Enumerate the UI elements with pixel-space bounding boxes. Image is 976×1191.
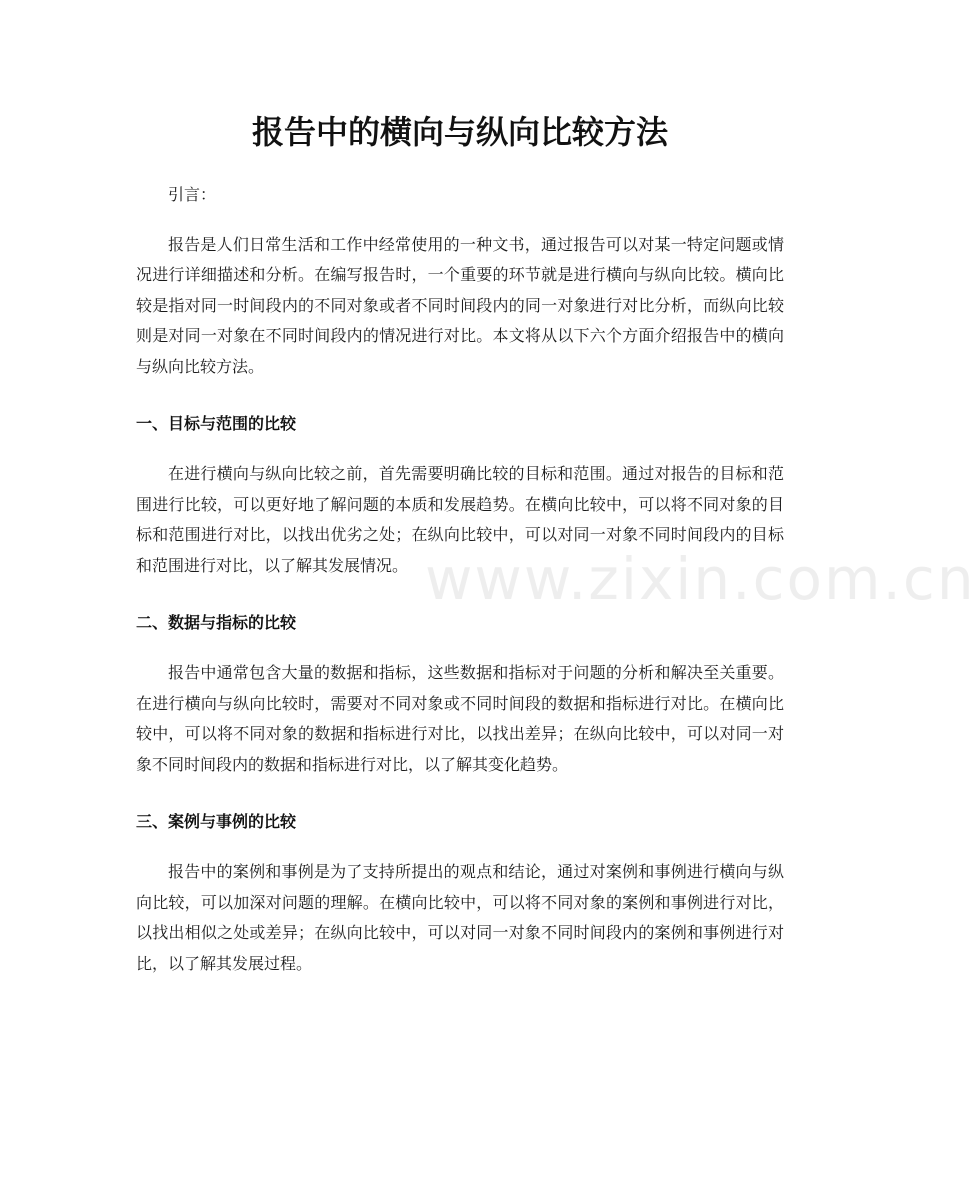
- document-body: [136, 180, 784, 1006]
- section-paragraph: 报告中通常包含大量的数据和指标，这些数据和指标对于问题的分析和解决至关重要。在进行横向与纵向比较时，需要对不同对象或不同时间段的数据和指标进行对比。在横向比较中，可以将不同对象的数据和指标进行对比，以找出差异；在纵向比较中，可以对同一对象不同时间段内的数据和指标进行对比，以了解其变化趋势。: [136, 663, 784, 774]
- document-title: 报告中的横向与纵向比较方法: [251, 113, 668, 151]
- watermark: www.zixin.com.cn: [425, 545, 976, 613]
- intro-label: 引言：: [168, 185, 217, 204]
- section-3: [136, 807, 784, 979]
- section-2: [136, 608, 784, 780]
- section-heading: 三、案例与事例的比较: [136, 812, 297, 831]
- section-heading: 二、数据与指标的比较: [136, 613, 297, 632]
- section-paragraph: 在进行横向与纵向比较之前，首先需要明确比较的目标和范围。通过对报告的目标和范围进行比较，可以更好地了解问题的本质和发展趋势。在横向比较中，可以将不同对象的目标和范围进行对比，以找出优劣之处；在纵向比较中，可以对同一对象不同时间段内的目标和范围进行对比，以了解其发展情况。: [136, 464, 784, 575]
- intro-paragraph: 报告是人们日常生活和工作中经常使用的一种文书，通过报告可以对某一特定问题或情况进行详细描述和分析。在编写报告时，一个重要的环节就是进行横向与纵向比较。横向比较是指对同一时间段内的不同对象或者不同时间段内的同一对象进行对比分析，而纵向比较则是对同一对象在不同时间段内的情况进行对比。本文将从以下六个方面介绍报告中的横向与纵向比较方法。: [136, 234, 784, 376]
- section-1: [136, 409, 784, 581]
- section-paragraph: 报告中的案例和事例是为了支持所提出的观点和结论，通过对案例和事例进行横向与纵向比较，可以加深对问题的理解。在横向比较中，可以将不同对象的案例和事例进行对比，以找出相似之处或差异；在纵向比较中，可以对同一对象不同时间段内的案例和事例进行对比，以了解其发展过程。: [136, 862, 784, 973]
- section-heading: 一、目标与范围的比较: [136, 414, 297, 433]
